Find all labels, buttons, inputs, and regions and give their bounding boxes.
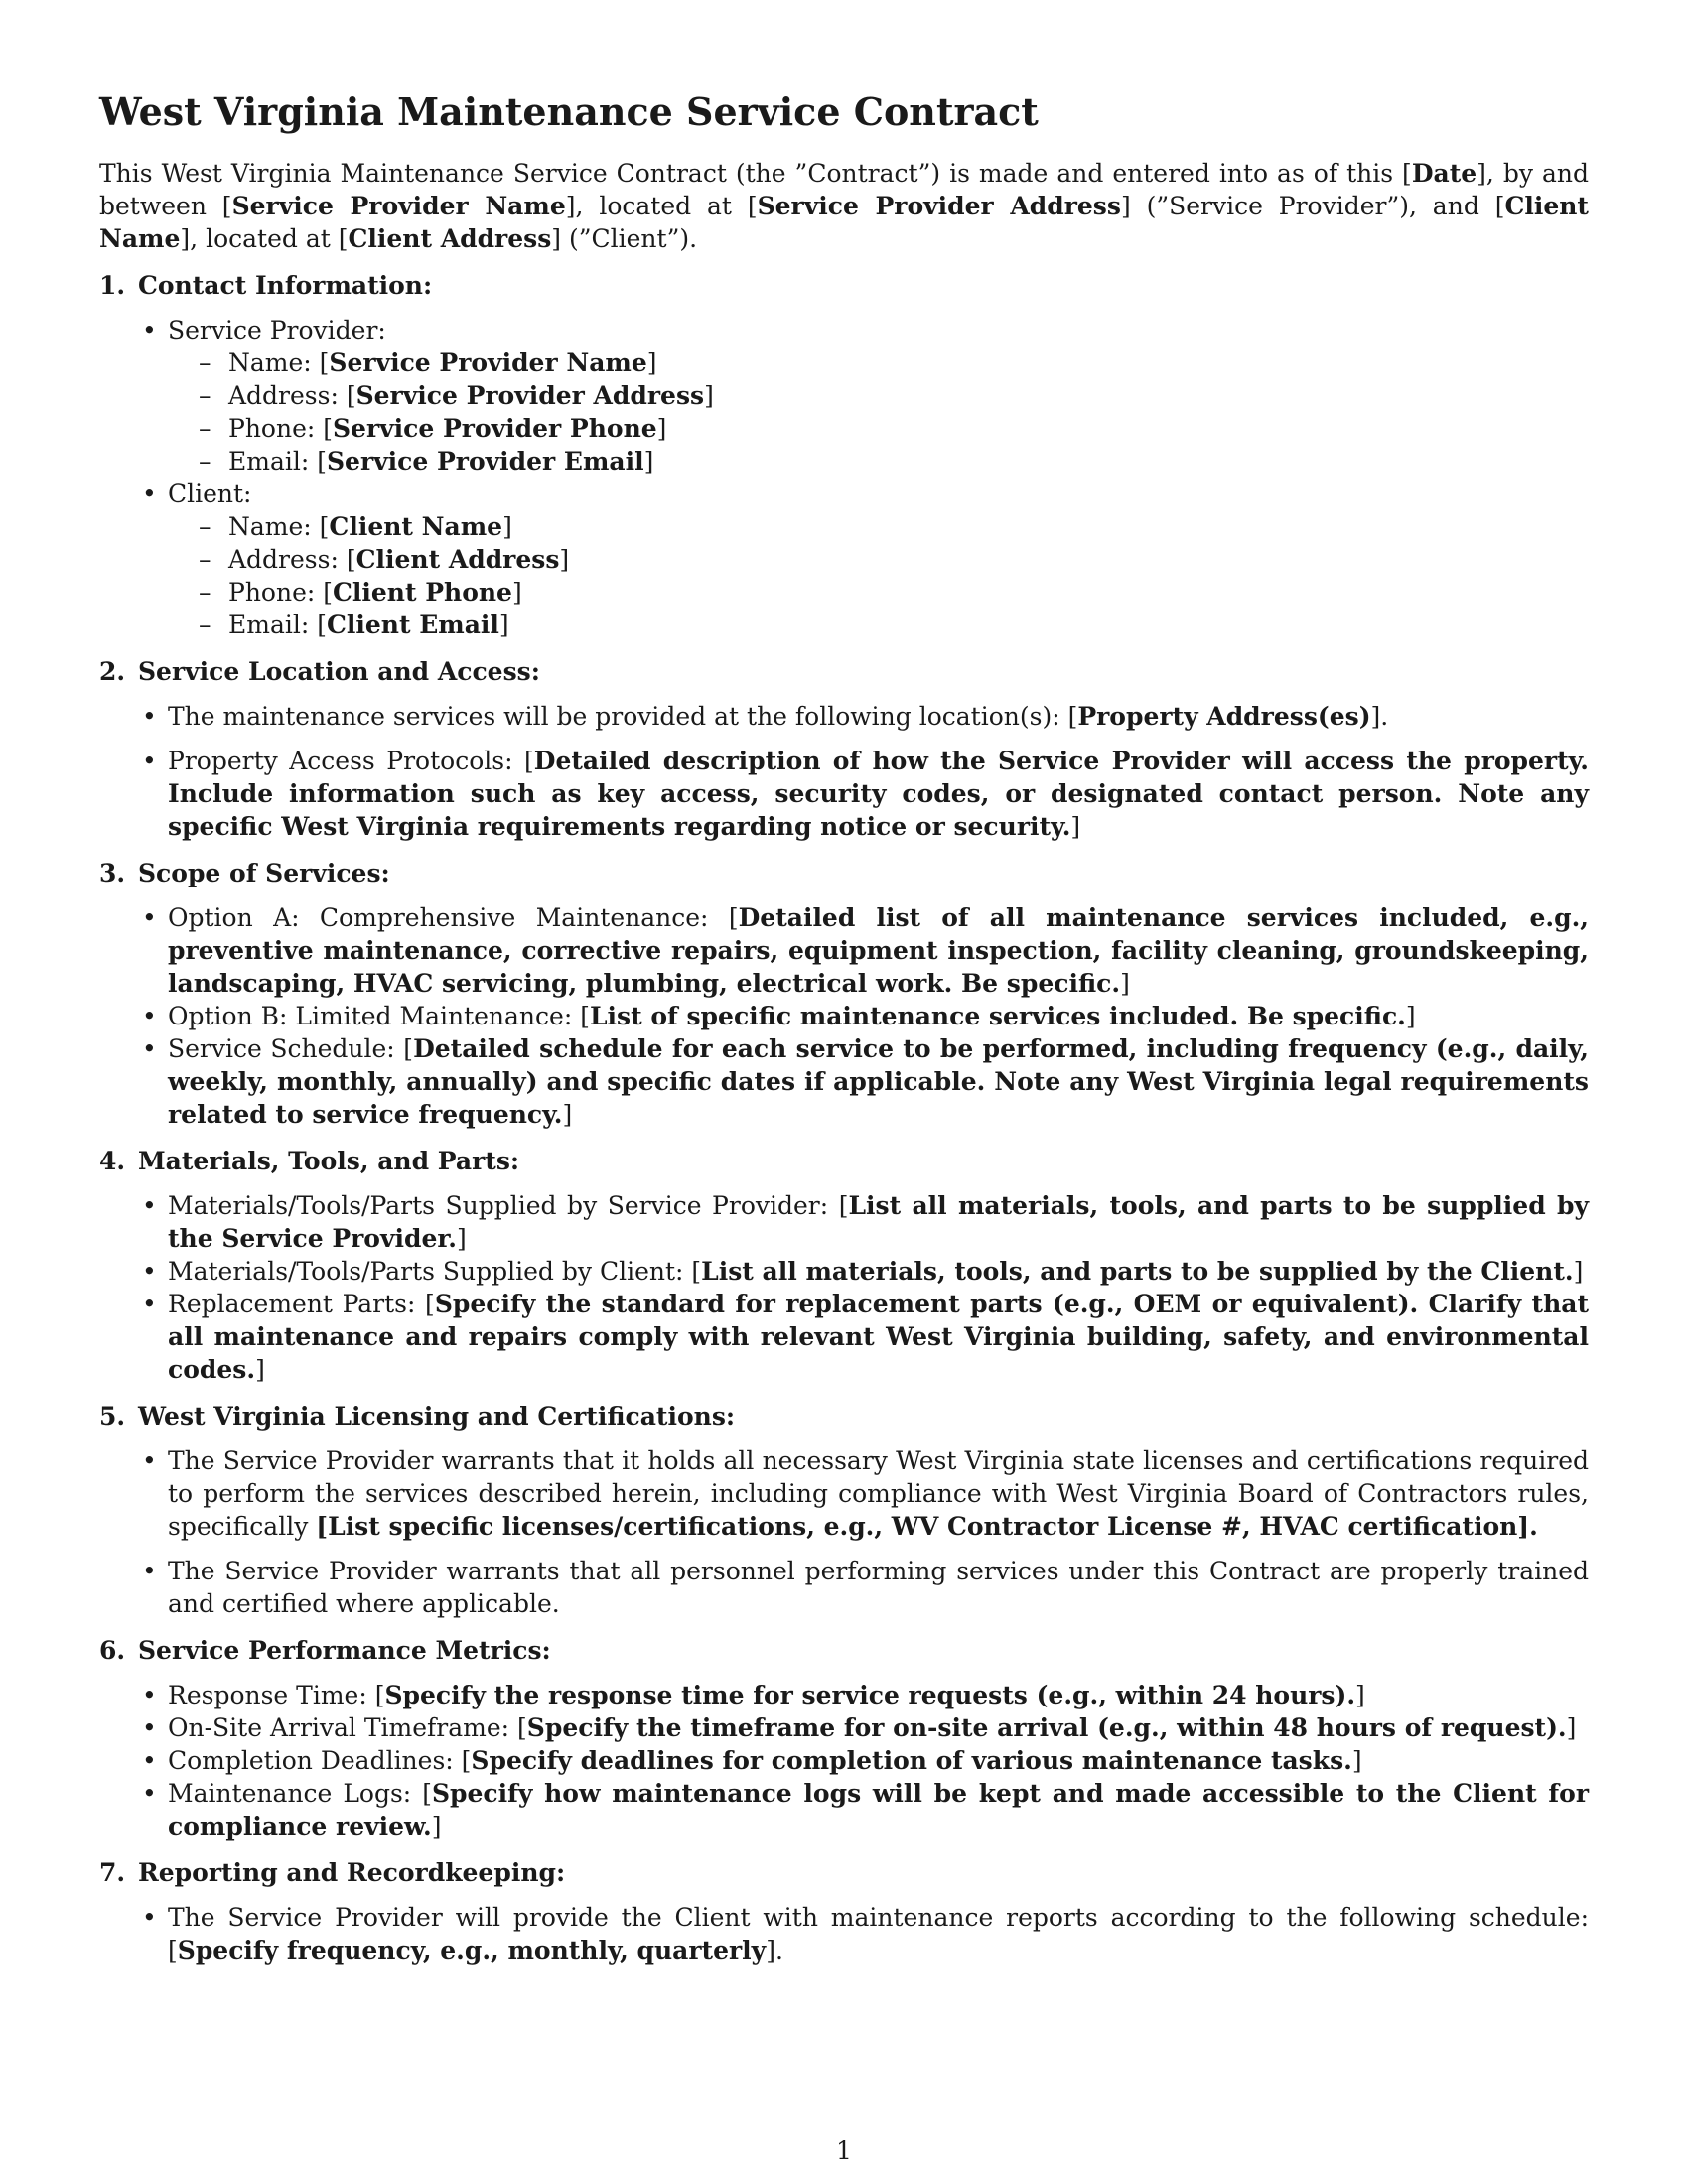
item-suffix: ]. — [1370, 702, 1389, 731]
item-label: Materials/Tools/Parts Supplied by Client: — [168, 1257, 684, 1286]
list-item: • Replacement Parts: [Specify the standard for replacement parts (e.g., OEM or equivalent). Clarify that all maintenance and repairs comply with relevant West Virginia building, safety, and environmental codes.] — [168, 1288, 1589, 1386]
list-item: • Materials/Tools/Parts Supplied by Client: [List all materials, tools, and parts to be supplied by the Client.] — [168, 1255, 1589, 1288]
list-item: • Maintenance Logs: [Specify how maintenance logs will be kept and made accessible to the Client for compliance review.] — [168, 1777, 1589, 1843]
section-heading-contact-information — [99, 269, 1589, 302]
item-label: Option B: Limited Maintenance: — [168, 1002, 573, 1030]
intro-text: ], by and between [ — [99, 159, 1589, 220]
item-placeholder: Specify how maintenance logs will be kept and made accessible to the Client for compliance review. — [168, 1779, 1590, 1841]
sub-item: – Email: [Client Email] — [228, 609, 1589, 641]
provider-label: Service Provider: — [168, 316, 386, 344]
contract-page — [99, 87, 1589, 1975]
field-label: Name: — [228, 512, 312, 541]
section-heading-reporting — [99, 1856, 1589, 1889]
field-placeholder: Service Provider Address — [355, 381, 705, 410]
list-item: • Service Schedule: [Detailed schedule for each service to be performed, including frequency (e.g., daily, weekly, monthly, annually) and specific dates if applicable. Note any West Virginia legal requirements related to service frequency.] — [168, 1032, 1589, 1131]
client-address-placeholder: Client Address — [348, 224, 552, 253]
list-item: • On-Site Arrival Timeframe: [Specify the timeframe for on-site arrival (e.g., within 48 hours of request).] — [168, 1711, 1589, 1744]
item-suffix: ] — [431, 1812, 442, 1841]
section-heading-performance-metrics — [99, 1634, 1589, 1667]
item-label: Service Schedule: — [168, 1034, 395, 1063]
field-placeholder: Client Email — [326, 611, 499, 639]
sub-item: – Address: [Client Address] — [228, 543, 1589, 576]
item-label: Maintenance Logs: — [168, 1779, 412, 1808]
field-label: Phone: — [228, 414, 316, 443]
intro-paragraph — [99, 157, 1589, 255]
item-text: The Service Provider will provide the Client with maintenance reports according to the following schedule: — [168, 1903, 1589, 1932]
intro-text: ] (”Client”). — [551, 224, 698, 253]
section-number: 5. — [99, 1402, 126, 1431]
field-label: Phone: — [228, 578, 316, 607]
list-item: • Response Time: [Specify the response time for service requests (e.g., within 24 hours).] — [168, 1679, 1589, 1711]
section-title: Contact Information: — [138, 271, 433, 300]
item-text: The Service Provider warrants that all personnel performing services under this Contract are properly trained and certified where applicable. — [168, 1557, 1589, 1618]
section-title: West Virginia Licensing and Certifications: — [138, 1402, 736, 1431]
item-suffix: ] — [1405, 1002, 1416, 1030]
client-label: Client: — [168, 479, 252, 508]
section-number: 3. — [99, 859, 126, 887]
provider-address-placeholder: Service Provider Address — [757, 192, 1121, 220]
list-item: • Option A: Comprehensive Maintenance: [Detailed list of all maintenance services included, e.g., preventive maintenance, corrective repairs, equipment inspection, facility cleaning, groundskeeping, landscaping, HVAC servicing, plumbing, electrical work. Be specific.] — [168, 901, 1589, 1000]
list-item: • The maintenance services will be provided at the following location(s): [Property Address(es)]. — [168, 700, 1589, 733]
item-placeholder: Property Address(es) — [1077, 702, 1371, 731]
item-placeholder: Detailed schedule for each service to be performed, including frequency (e.g., daily, weekly, monthly, annually) and specific dates if applicable. Note any West Virginia legal requirements related to service frequency. — [168, 1034, 1590, 1129]
section-number: 4. — [99, 1147, 126, 1175]
metrics-list — [99, 1679, 1589, 1843]
sub-item: – Name: [Service Provider Name] — [228, 346, 1589, 379]
intro-text: ], located at [ — [565, 192, 758, 220]
item-placeholder: Specify deadlines for completion of various maintenance tasks. — [471, 1746, 1352, 1775]
section-number: 7. — [99, 1858, 126, 1887]
item-suffix: ] — [1070, 812, 1081, 841]
sub-item: – Name: [Client Name] — [228, 510, 1589, 543]
item-suffix: ] — [456, 1224, 467, 1253]
section-heading-service-location — [99, 655, 1589, 688]
client-contact-sublist — [168, 510, 1589, 641]
list-item: • Option B: Limited Maintenance: [List of specific maintenance services included. Be specific.] — [168, 1000, 1589, 1032]
list-item: • The Service Provider will provide the Client with maintenance reports according to the following schedule: [Specify frequency, e.g., monthly, quarterly]. — [168, 1901, 1589, 1967]
item-label: Option A: Comprehensive Maintenance: — [168, 903, 709, 932]
field-label: Address: — [228, 545, 339, 574]
field-placeholder: Client Name — [329, 512, 503, 541]
section-title: Materials, Tools, and Parts: — [138, 1147, 520, 1175]
item-label: Replacement Parts: — [168, 1290, 416, 1318]
item-placeholder: Specify the timeframe for on-site arrival (e.g., within 48 hours of request). — [526, 1713, 1567, 1742]
intro-text: ] (”Service Provider”), and [ — [1120, 192, 1505, 220]
item-placeholder: Specify frequency, e.g., monthly, quarterly — [177, 1936, 767, 1965]
field-label: Email: — [228, 447, 310, 476]
field-placeholder: Service Provider Phone — [333, 414, 657, 443]
section-title: Scope of Services: — [138, 859, 390, 887]
section-heading-licensing — [99, 1400, 1589, 1433]
item-label: The maintenance services will be provided at the following location(s): — [168, 702, 1060, 731]
field-placeholder: Client Phone — [333, 578, 512, 607]
list-item-service-provider — [168, 314, 1589, 478]
item-label: Materials/Tools/Parts Supplied by Service Provider: — [168, 1191, 829, 1220]
field-label: Email: — [228, 611, 310, 639]
item-suffix: ] — [1355, 1681, 1365, 1709]
item-placeholder: [List specific licenses/certifications, e.g., WV Contractor License #, HVAC certification]. — [316, 1512, 1538, 1541]
item-suffix: ] — [1566, 1713, 1577, 1742]
contact-info-list — [99, 314, 1589, 641]
intro-text: ], located at [ — [180, 224, 349, 253]
field-placeholder: Service Provider Name — [329, 348, 647, 377]
scope-list — [99, 901, 1589, 1131]
section-number: 6. — [99, 1636, 126, 1665]
item-suffix: ] — [1120, 969, 1130, 998]
item-text: The Service Provider warrants that it holds all necessary West Virginia state licenses and certifications required to perform the services described herein, including compliance with West Virginia Board of Contractors rules, specifically — [168, 1446, 1589, 1541]
item-placeholder: List all materials, tools, and parts to be supplied by the Service Provider. — [168, 1191, 1589, 1253]
service-location-list — [99, 700, 1589, 843]
field-placeholder: Service Provider Email — [326, 447, 644, 476]
section-number: 1. — [99, 271, 126, 300]
item-label: Response Time: — [168, 1681, 367, 1709]
sub-item: – Phone: [Client Phone] — [228, 576, 1589, 609]
item-placeholder: Specify the response time for service requests (e.g., within 24 hours). — [384, 1681, 1356, 1709]
section-title: Reporting and Recordkeeping: — [138, 1858, 566, 1887]
item-placeholder: Detailed description of how the Service Provider will access the property. Include information such as key access, security codes, or designated contact person. Note any specific West Virginia requirements regarding notice or security. — [168, 747, 1590, 841]
item-placeholder: List of specific maintenance services included. Be specific. — [589, 1002, 1406, 1030]
item-placeholder: List all materials, tools, and parts to be supplied by the Client. — [701, 1257, 1574, 1286]
field-placeholder: Client Address — [355, 545, 560, 574]
sub-item: – Address: [Service Provider Address] — [228, 379, 1589, 412]
intro-text: This West Virginia Maintenance Service Contract (the ”Contract”) is made and entered into as of this [ — [99, 159, 1412, 188]
document-title: West Virginia Maintenance Service Contract — [99, 89, 1039, 134]
list-item: • Completion Deadlines: [Specify deadlines for completion of various maintenance tasks.] — [168, 1744, 1589, 1777]
reporting-list — [99, 1901, 1589, 1967]
provider-name-placeholder: Service Provider Name — [231, 192, 566, 220]
section-number: 2. — [99, 657, 126, 686]
section-title: Service Location and Access: — [138, 657, 540, 686]
item-suffix: ]. — [766, 1936, 783, 1965]
item-placeholder: Detailed list of all maintenance services included, e.g., preventive maintenance, corrective repairs, equipment inspection, facility cleaning, groundskeeping, landscaping, HVAC servicing, plumbing, electrical work. Be specific. — [168, 903, 1590, 998]
list-item: • Materials/Tools/Parts Supplied by Service Provider: [List all materials, tools, and parts to be supplied by the Service Provider.] — [168, 1189, 1589, 1255]
field-label: Address: — [228, 381, 339, 410]
item-label: Property Access Protocols: — [168, 747, 513, 775]
item-placeholder: Specify the standard for replacement parts (e.g., OEM or equivalent). Clarify that all maintenance and repairs comply with relevant West Virginia building, safety, and environmental codes. — [168, 1290, 1589, 1384]
section-heading-materials — [99, 1145, 1589, 1177]
item-suffix: ] — [562, 1100, 573, 1129]
field-label: Name: — [228, 348, 312, 377]
list-item: • Property Access Protocols: [Detailed description of how the Service Provider will access the property. Include information such as key access, security codes, or designated contact person. Note any specific West Virginia requirements regarding notice or security.] — [168, 745, 1589, 843]
list-item — [168, 1555, 1589, 1620]
sub-item: – Phone: [Service Provider Phone] — [228, 412, 1589, 445]
list-item — [168, 1444, 1589, 1543]
materials-list — [99, 1189, 1589, 1386]
item-label: Completion Deadlines: — [168, 1746, 454, 1775]
client-name-placeholder: Client Name — [99, 192, 1589, 253]
date-placeholder: Date — [1411, 159, 1477, 188]
item-suffix: ] — [1351, 1746, 1362, 1775]
list-item-client — [168, 478, 1589, 641]
licensing-list — [99, 1444, 1589, 1620]
page-number: 1 — [836, 2136, 852, 2165]
sub-item: – Email: [Service Provider Email] — [228, 445, 1589, 478]
item-suffix: ] — [255, 1355, 265, 1384]
section-title: Service Performance Metrics: — [138, 1636, 551, 1665]
item-suffix: ] — [1573, 1257, 1584, 1286]
provider-contact-sublist — [168, 346, 1589, 478]
item-label: On-Site Arrival Timeframe: — [168, 1713, 510, 1742]
section-heading-scope-of-services — [99, 857, 1589, 889]
